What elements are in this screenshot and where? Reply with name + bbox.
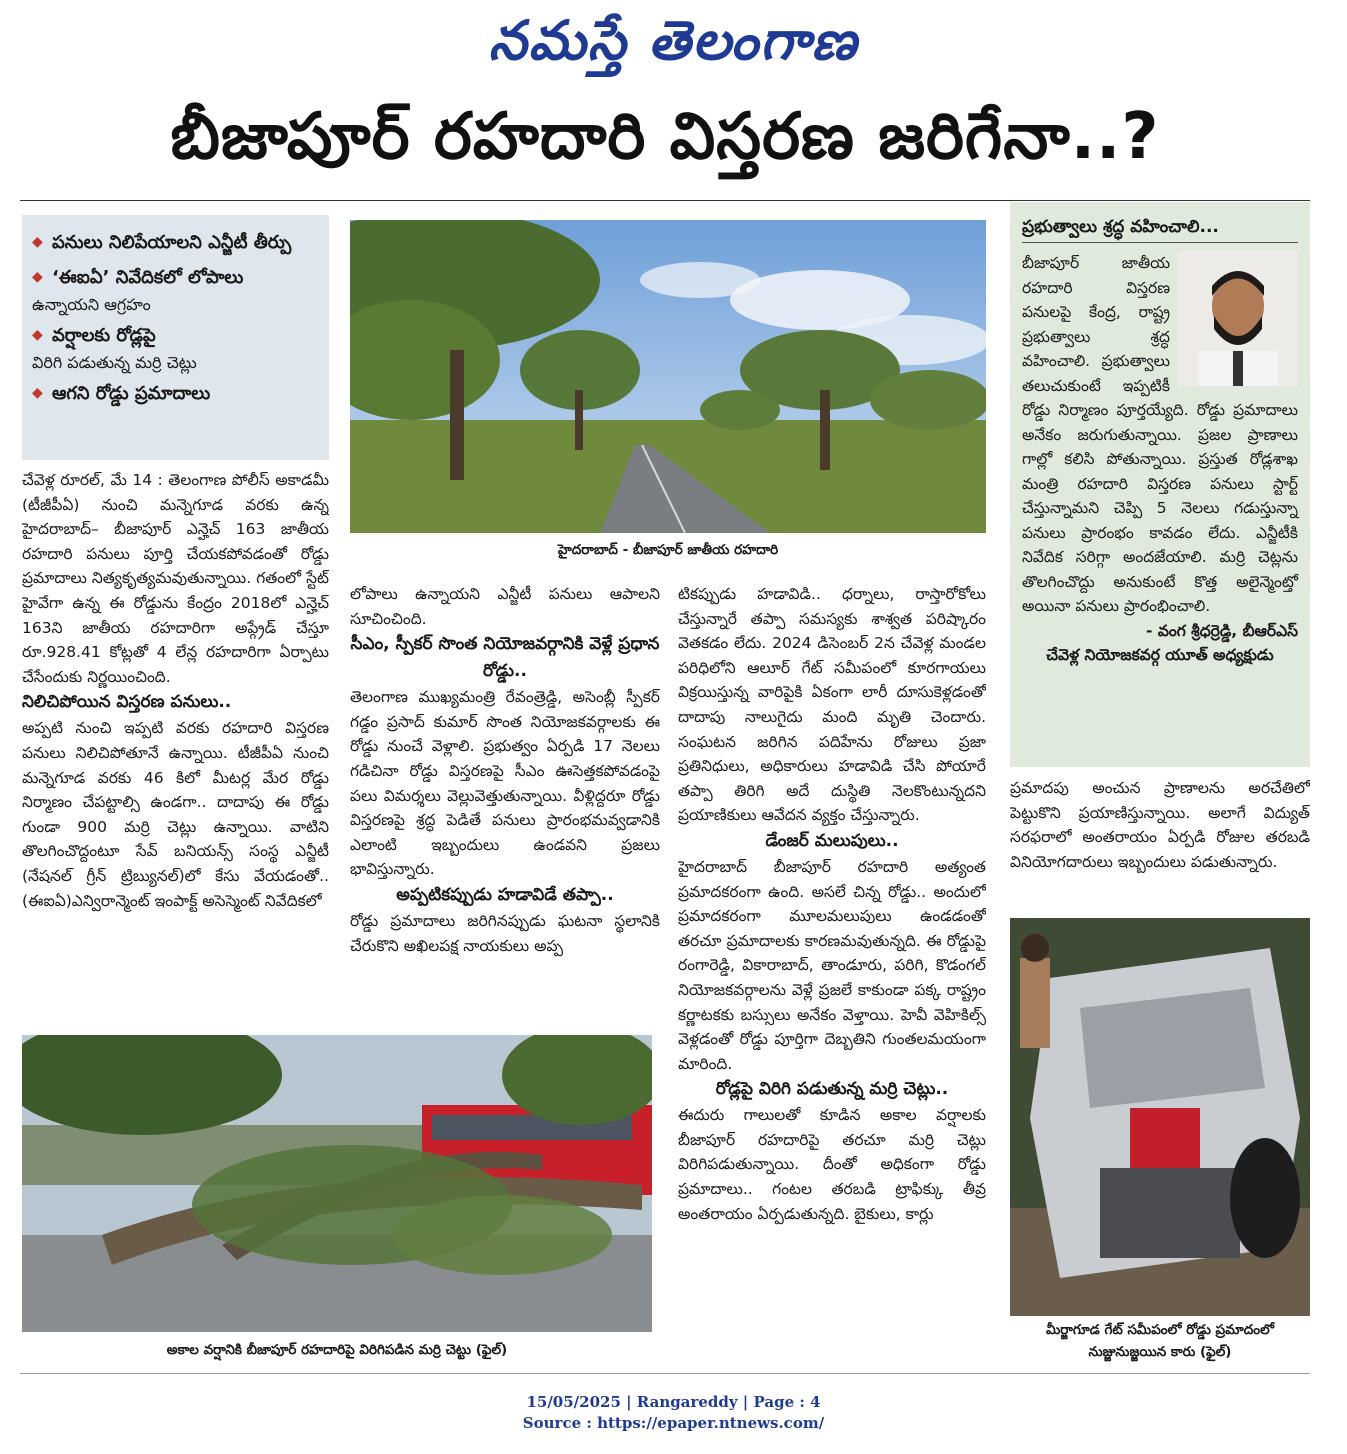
highlight-item: ◆ ‘ఈఐఏ’ నివేదికలో లోపాలు xyxy=(32,260,319,295)
highlight-item: ◆ వర్షాలకు రోడ్లపై xyxy=(32,318,319,353)
body-paragraph: తెలంగాణ ముఖ్యమంత్రి రేవంత్రెడ్డి, అసెంబ్లీ స్పీకర్ గడ్డం ప్రసాద్ కుమార్ సొంత నియోజకవర్గాలకు ఈ రోడ్డు నుంచే వెళ్లాలి. ప్రభుత్వం ఏర్పడి 17 నెలలు గడిచినా రోడ్డు విస్తరణపై సీఎం ఊసెత్తకపోవడంపై పలు విమర్శలు వెల్లువెత్తుతున్నాయి. వీళ్లిద్దరూ రోడ్డు విస్తరణపై శ్రద్ధ పెడితే పనులు ప్రారంభమవ్వడానికి ఎలాంటి ఇబ్బందులు ఉండవని ప్రజలు భావిస్తున్నారు. xyxy=(350,688,660,879)
road-photo xyxy=(350,220,986,533)
body-paragraph: చేవెళ్ల రూరల్, మే 14 : తెలంగాణ పోలీస్ అకాడమీ (టీజీపీఏ) నుంచి మన్నెగూడ వరకు ఉన్న హైదరాబాద్– బీజాపూర్ ఎన్హెచ్ 163 జాతీయ రహదారి పనులు పూర్తి చేయకపోవడంతో రోడ్డు ప్రమాదాలు నిత్యకృత్యమవుతున్నాయి. గతంలో స్టేట్ హైవేగా ఉన్న ఈ రోడ్డును కేంద్రం 2018లో ఎన్హెచ్ 163ని జాతీయ రహదారిగా అప్గ్రేడ్ చేస్తూ రూ.928.41 కోట్లతో 4 లేన్ల రహదారిగా ఏర్పాటు చేసేందుకు నిర్ణయించింది. xyxy=(22,471,329,686)
diamond-icon: ◆ xyxy=(32,385,43,401)
article-column-2 xyxy=(350,582,660,1027)
article-column-4 xyxy=(1010,776,1310,911)
article-column-3 xyxy=(678,582,986,1362)
diamond-icon: ◆ xyxy=(32,327,43,343)
diamond-icon: ◆ xyxy=(32,269,43,285)
footer-source: Source : https://epaper.ntnews.com/ xyxy=(522,1414,825,1432)
highlight-continuation: ఉన్నాయని ఆగ్రహం xyxy=(32,295,151,314)
sidebar-quote-text: బీజాపూర్ జాతీయ రహదారి విస్తరణ పనులపై కేంద్ర, రాష్ట్ర ప్రభుత్వాలు శ్రద్ధ వహించాలి. ప్రభుత్వాలు తలుచుకుంటే ఇప్పటికీ రోడ్డు నిర్మాణం పూర్తయ్యేది. రోడ్డు ప్రమాదాలు అనేకం జరుగుతున్నాయి. ప్రజల ప్రాణాలు గాల్లో కలిసి పోతున్నాయి. ప్రస్తుత రోడ్లశాఖ మంత్రి రహదారి విస్తరణ పనులు స్టార్ట్ చేస్తున్నామని చెప్పి 5 నెలలు గడుస్తున్నా పనులు ప్రారంభం కావడం లేదు. ఎన్జీటీకి నివేదిక సరిగ్గా అందజేయాలి. మర్రి చెట్లను తొలగించొద్దు అనుకుంటే కొత్త అలైన్మెంట్తో అయినా పనులు ప్రారంభించాలి. xyxy=(1022,254,1298,615)
headline: బీజాపూర్ రహదారి విస్తరణ జరిగేనా..? xyxy=(170,100,1160,174)
subheading: రోడ్లపై విరిగి పడుతున్న మర్రి చెట్లు.. xyxy=(715,1079,949,1100)
sidebar-title: ప్రభుత్వాలు శ్రద్ధ వహించాలి... xyxy=(1022,212,1298,243)
body-paragraph: లోపాలు ఉన్నాయని ఎన్జీటీ పనులు ఆపాలని సూచించింది. xyxy=(350,585,660,628)
sidebar-quote-box xyxy=(1010,202,1310,767)
highlights-box xyxy=(22,215,329,460)
subheading: సీఎం, స్పీకర్ సొంత నియోజవర్గానికి వెళ్లే ప్రధాన రోడ్డు.. xyxy=(350,634,660,682)
body-paragraph: అప్పటి నుంచి ఇప్పటి వరకు రహదారి విస్తరణ పనులు నిలిచిపోతూనే ఉన్నాయి. టీజీపీఏ నుంచి మన్నెగూడ వరకు 46 కిలో మీటర్ల మేర రోడ్డు నిర్మాణం చేపట్టాల్సి ఉండగా.. దాదాపు ఈ రోడ్డు గుండా 900 మర్రి చెట్లు ఉన్నాయి. వాటిని తొలగించొద్దంటూ సేవ్ బనియన్స్ సంస్థ ఎన్జీటీ (నేషనల్ గ్రీన్ ట్రిబ్యునల్)లో కేసు వేయడంతో..(ఈఐఏ)ఎన్విరాన్మెంట్ ఇంపాక్ట్ అసెస్మెంట్ నివేదికలో xyxy=(22,719,329,910)
body-paragraph: హైదరాబాద్ బీజాపూర్ రహదారి అత్యంత ప్రమాదకరంగా ఉంది. అసలే చిన్న రోడ్డు.. అందులో ప్రమాదకరంగా మూలమలుపులు ఉండడంతో తరచూ ప్రమాదాలకు కారణమవుతున్నది. ఈ రోడ్డుపై రంగారెడ్డి, వికారాబాద్, తాండూరు, పరిగి, కొడంగల్ నియోజకవర్గాలను వెళ్లే ప్రజలే కాకుండా పక్క రాష్ట్రం కర్ణాటకకు బస్సులు అనేకం వెళ్తాయి. హెవీ వెహికిల్స్ వెళ్లడంతో రోడ్డు పూర్తిగా దెబ్బతిని గుంతలమయంగా మారింది. xyxy=(678,857,986,1073)
top-rule xyxy=(20,200,1310,201)
highlight-continuation: విరిగి పడుతున్న మర్రి చెట్లు xyxy=(32,353,197,372)
footer-dateline: 15/05/2025 | Rangareddy | Page : 4 xyxy=(526,1393,821,1411)
article-column-1 xyxy=(22,468,329,1028)
body-paragraph: టికప్పుడు హడావిడి.. ధర్నాలు, రాస్తారోకోలు చేస్తున్నారే తప్పా సమస్యకు శాశ్వత పరిష్కారం వెతకడం లేదు. 2024 డిసెంబర్ 2న చేవెళ్ల మండల పరిధిలోని ఆలూర్ గేట్ సమీపంలో కూరగాయలు విక్రయిస్తున్న వారిపైకి ఏకంగా లారీ దూసుకెళ్లడంతో దాదాపు నాలుగైదు మంది మృతి చెందారు. సంఘటన జరిగిన పదిహేను రోజులు ప్రజా ప్రతినిధులు, అధికారులు హడావిడి చేసి పోయారే తప్పా తిరిగి అదే దుస్థితి నెలకొంటున్నదని ప్రయాణికులు ఆవేదన వ్యక్తం చేస్తున్నారు. xyxy=(678,585,986,825)
diamond-icon: ◆ xyxy=(32,234,43,250)
sidebar-attribution-role: చేవెళ్ల నియోజకవర్గ యూత్ అధ్యక్షుడు xyxy=(1046,646,1274,664)
road-photo-caption: హైదరాబాద్ - బీజాపూర్ జాతీయ రహదారి xyxy=(557,542,779,558)
body-paragraph: ఈదురు గాలులతో కూడిన అకాల వర్షాలకు బీజాపూర్ రహదారిపై తరచూ మర్రి చెట్లు విరిగిపడుతున్నాయి. దీంతో అధికంగా రోడ్డు ప్రమాదాలు.. గంటల తరబడి ట్రాఫిక్కు తీవ్ర అంతరాయం ఏర్పడుతున్నది. బైకులు, కార్లు xyxy=(678,1106,986,1223)
bottom-rule xyxy=(20,1373,1310,1374)
crashed-car-photo xyxy=(1010,918,1310,1316)
body-paragraph: ప్రమాదపు అంచున ప్రాణాలను అరచేతిలో పెట్టుకొని ప్రయాణిస్తున్నాయి. అలాగే విద్యుత్ సరఫరాలో అంతరాయం ఏర్పడి రోజుల తరబడి వినియోగదారులు ఇబ్బందులు పడుతున్నారు. xyxy=(1010,779,1310,871)
subheading: నిలిచిపోయిన విస్తరణ పనులు.. xyxy=(22,692,232,713)
portrait-photo xyxy=(1178,251,1298,386)
fallen-tree-photo xyxy=(22,1035,652,1332)
sidebar-attribution: - వంగ శ్రీధర్రెడ్డి, బీఆర్ఎస్ xyxy=(1146,621,1298,640)
highlight-item: ◆ ఆగని రోడ్డు ప్రమాదాలు xyxy=(32,376,319,411)
subheading: డేంజర్ మలుపులు.. xyxy=(765,830,899,851)
fallen-tree-caption: అకాల వర్షానికి బీజాపూర్ రహదారిపై విరిగిపడిన మర్రి చెట్టు (ఫైల్) xyxy=(166,1342,508,1358)
crashed-car-caption-line1: మీర్జాగూడ గేట్ సమీపంలో రోడ్డు ప్రమాదంలో xyxy=(1045,1322,1275,1338)
body-paragraph: రోడ్డు ప్రమాదాలు జరిగినప్పుడు ఘటనా స్థలానికి చేరుకొని అఖిలపక్ష నాయకులు అప్ప xyxy=(350,911,660,955)
highlight-item: ◆ పనులు నిలిపేయాలని ఎన్జీటీ తీర్పు xyxy=(32,225,319,260)
masthead-logo: నమస్తే తెలంగాణ xyxy=(488,8,859,72)
crashed-car-caption-line2: నుజ్జునుజ్జయిన కారు (ఫైల్) xyxy=(1088,1344,1232,1360)
subheading: అప్పటికప్పుడు హడావిడే తప్పా.. xyxy=(396,884,614,905)
